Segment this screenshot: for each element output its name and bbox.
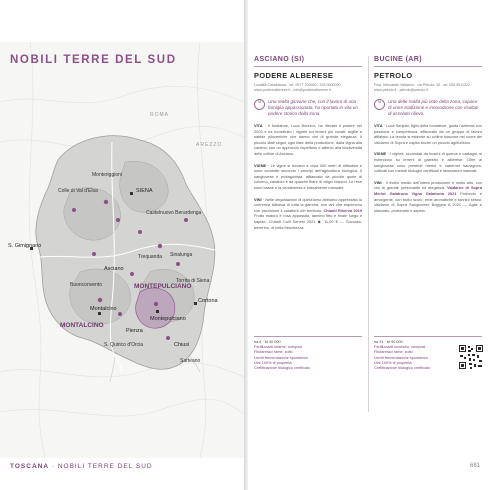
heading-rule — [254, 66, 362, 67]
quote-icon: ❝ — [254, 99, 265, 110]
vigne-label: VIGNE — [254, 162, 267, 168]
map-label-san-gimignano: S. Gimignano — [8, 243, 42, 249]
fact-row: Fitofarmaci rame, zolfo — [254, 350, 293, 355]
producer-address: Fraz. Mercatale Valdarno · via Petrolo, 30 - tel. 055 9911322 · www.petrolo.it - petrolo@petrolo.it — [374, 83, 473, 92]
vigne-paragraph: VIGNE · Le vigne si trovano a circa 300 metri di altitudine e sono condotte secondo i principi dell'agricoltura biologica. Il sangiovese è protagonista, affiancato da piccole quote di colorino, canaiolo e da qualche filare di vitigni bianchi. Le rese sono basse e la vendemmia è interamente manuale. — [254, 162, 362, 190]
wine-name: Valdarno di Sopra Merlot Galatrona Vigna Galatrona 2021 — [374, 185, 482, 196]
footer-title: NOBILI TERRE DEL SUD — [57, 463, 153, 470]
vini-label: VINI — [254, 196, 262, 202]
vini-text: Il livello medio dell'intera produzione è molto alto, con vini di grande personalità ed eleganza. — [374, 179, 482, 191]
fact-row: ha 6 · bt 30.000 — [254, 340, 281, 344]
fact-row: Lieviti fermentazione spontanea — [374, 355, 428, 360]
text-page — [248, 42, 490, 458]
map-label-sarteano: Sarteano — [180, 358, 201, 364]
map-label-san-quirico: S. Quirico d'Orcia — [104, 342, 144, 348]
map-label-colle: Colle di Val d'Elsa — [58, 188, 98, 194]
map-label-pienza: Pienza — [126, 328, 143, 334]
map-title: NOBILI TERRE DEL SUD — [10, 54, 177, 66]
fact-row: Lieviti fermentazione spontanea — [254, 355, 308, 360]
fact-row: Fertilizzanti letame, compost — [254, 345, 303, 350]
map-page — [0, 42, 245, 458]
fact-row: Certificazione biologico certificato — [254, 366, 311, 371]
fact-row: Fertilizzanti sovescio, compost — [374, 345, 426, 350]
map-label-montalcino-town: Montalcino — [90, 306, 117, 312]
producer-column-1 — [254, 56, 362, 230]
vini-label: VINI — [374, 179, 382, 185]
vita-label: VITA — [254, 123, 263, 128]
quote-text: Una delle realtà più note della zona, capace di unire tradizione e innovazione con risultati di assoluto rilievo. — [388, 99, 479, 116]
wine-notes: Frutto maturo e rosa appassita, tannino fitto e finale lungo e sapido. Chianti Colli Senesi 2021 ◆ 11,00 € — Succoso, beverino, di bella freschezza. — [254, 213, 362, 230]
map-label-monteriggioni: Monteriggioni — [92, 172, 123, 178]
page-footer — [10, 463, 153, 470]
map-label-cortona: Cortona — [198, 298, 218, 304]
producer-column-2 — [374, 56, 482, 213]
column-divider — [368, 56, 369, 412]
map-label-montepulciano-town: Montepulciano — [150, 316, 186, 322]
map-label-trequanda: Trequanda — [138, 254, 162, 260]
producer-name: PODERE ALBERESE — [254, 71, 334, 80]
vita-text: Il fondatore, Luca Bonucci, ha rilevato il podere nel 2003 e ha ricostituito i vigneti sui terreni più vocati: argille e sabbie plioceniche che danno vini di grande eleganza. Il piccolo staff segue ogni fase della produzione, dalla vigna alla cantina, con un approccio rispettoso e attento alla biodiversità delle colline di Asciano. — [254, 123, 362, 156]
fact-row: ha 31 · bt 90.000 — [374, 340, 403, 344]
vita-paragraph: VITA · Il fondatore, Luca Bonucci, ha rilevato il podere nel 2003 e ha ricostituito i vigneti sui terreni più vocati: argille e sabbie plioceniche che danno vini di grande eleganza. Il piccolo staff segue ogni fase della produzione, dalla vigna alla cantina, con un approccio rispettoso e attento alla biodiversità delle colline di Asciano. — [254, 123, 362, 156]
producer-quote — [374, 99, 482, 117]
region-heading: ASCIANO (SI) — [254, 56, 305, 63]
footer-region: TOSCANA — [10, 463, 50, 470]
map-label-arezzo: AREZZO — [196, 142, 223, 148]
map-label-castelnuovo: Castelnuovo Berardenga — [146, 210, 202, 216]
producer-quote — [254, 99, 362, 117]
heading-rule — [374, 66, 482, 67]
producer-name: PETROLO — [374, 71, 413, 80]
map-label-buonconvento: Buonconvento — [70, 282, 102, 288]
map-label-roma: ROMA — [150, 112, 169, 118]
vini-text: Nelle degustazioni di quest'anno abbiamo apprezzato la coerenza stilistica di tutta la gamma, con vini che esprimono con precisione il carattere del territorio. — [254, 196, 362, 213]
vini-paragraph: VINI · Nelle degustazioni di quest'anno abbiamo apprezzato la coerenza stilistica di tutta la gamma, con vini che esprimono con precisione il carattere del territorio. Chianti Riserva 2019 Frutto maturo e rosa appassita, tannino fitto e finale lungo e sapido. Chianti Colli Senesi 2021 ◆ 11,00 € — Succoso, beverino, di bella freschezza. — [254, 196, 362, 230]
quote-text: Una realtà giovane che, con il lavoro di una famiglia appassionata, ha riportato in vita un podere storico della zona. — [268, 99, 358, 116]
vigne-text: I vigneti, circondati da boschi di querce e castagni, si estendono su terreni di galestro e alberese. Oltre al sangiovese sono presenti merlot e cabernet sauvignon, coltivati con metodi biologici certificati e lavorazioni manuali. — [374, 151, 482, 174]
vigne-text: Le vigne si trovano a circa 300 metri di altitudine e sono condotte secondo i principi dell'agricoltura biologica. Il sangiovese è protagonista, affiancato da piccole quote di colorino, canaiolo e da qualche filare di vitigni bianchi. Le rese sono basse e la vendemmia è interamente manuale. — [254, 162, 362, 190]
qr-code-icon — [458, 344, 484, 370]
map-label-chiusi: Chiusi — [174, 342, 190, 348]
map-label-sinalunga: Sinalunga — [170, 252, 193, 258]
fact-row: Uve 100% di proprietà — [374, 360, 412, 365]
fact-row: Uve 100% di proprietà — [254, 360, 292, 365]
fact-row: Certificazione biologico certificato — [374, 366, 431, 371]
map-label-siena: SIENA — [136, 188, 153, 194]
producer-address: Località Casabianca - tel. 0577 700000 - 333 0000000 · www.poderealberese.it - info@poderealberese.it — [254, 83, 343, 92]
vini-paragraph: VINI · Il livello medio dell'intera produzione è molto alto, con vini di grande personalità ed eleganza. Valdarno di Sopra Merlot Galatrona Vigna Galatrona 2021 Profondo e avvolgente, con frutto scuro, erbe aromatiche e tannini setosi. Valdarno di Sopra Sangiovese Bòggina A 2021 — Agile e slanciato, profumato e sapido. — [374, 179, 482, 213]
montepulciano-area — [136, 288, 175, 328]
vigne-paragraph: VIGNE · I vigneti, circondati da boschi di querce e castagni, si estendono su terreni di galestro e alberese. Oltre al sangiovese sono presenti merlot e cabernet sauvignon, coltivati con metodi biologici certificati e lavorazioni manuali. — [374, 151, 482, 174]
wine-notes: Profondo e avvolgente, con frutto scuro, erbe aromatiche e tannini setosi. Valdarno di Sopra Sangiovese Bòggina A 2021 — Agile e slanciato, profumato e sapido. — [374, 190, 482, 213]
wine-name: Chianti Riserva 2019 — [323, 207, 362, 213]
quote-icon: ❝ — [374, 99, 385, 110]
footer-separator: · — [51, 463, 58, 470]
vita-label: VITA — [374, 123, 383, 128]
fact-row: Fitofarmaci rame, zolfo — [374, 350, 413, 355]
map-label-montepulciano: MONTEPULCIANO — [134, 283, 192, 290]
vita-paragraph: VITA · Luca Sanjust, figlio della fondatrice, guida l'azienda con passione e competenza, affiancato da un gruppo di lavoro affiatato. La tenuta si estende su colline boscose nel cuore del Valdarno di Sopra e ospita anche un piccolo agriturismo. — [374, 123, 482, 145]
map-label-asciano: Asciano — [104, 266, 124, 272]
region-heading: BUCINE (AR) — [374, 56, 422, 63]
page-number: 681 — [470, 463, 481, 469]
map-label-torrita: Torrita di Siena — [176, 278, 210, 284]
map-label-montalcino: MONTALCINO — [60, 322, 104, 329]
producer-facts-1 — [254, 336, 362, 371]
vigne-label: VIGNE — [374, 151, 387, 157]
region-map — [0, 42, 244, 458]
vita-text: Luca Sanjust, figlio della fondatrice, guida l'azienda con passione e competenza, affiancato da un gruppo di lavoro affiatato. La tenuta si estende su colline boscose nel cuore del Valdarno di Sopra e ospita anche un piccolo agriturismo. — [374, 123, 482, 145]
